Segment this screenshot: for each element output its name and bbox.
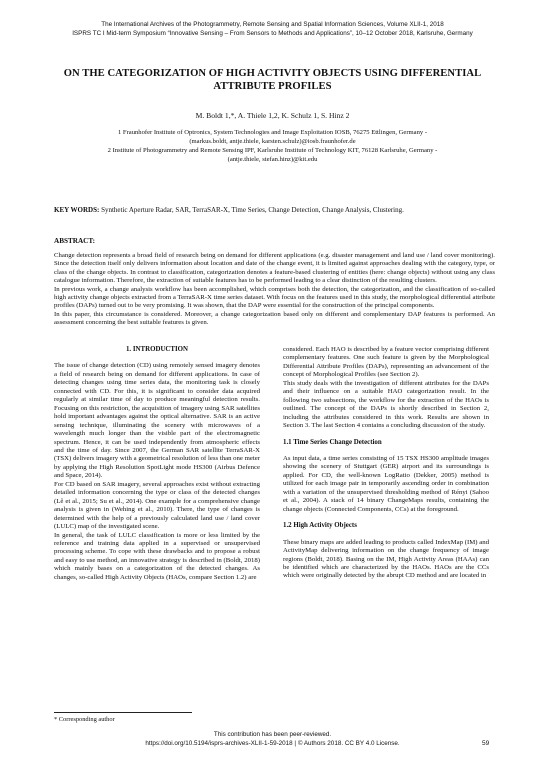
affiliation-1-emails: (markus.boldt, antje.thiele, karsten.schulz)@iosb.fraunhofer.de xyxy=(189,138,356,145)
abstract-body xyxy=(54,252,495,328)
footnote: * Corresponding author xyxy=(54,716,115,723)
affiliations xyxy=(50,128,495,164)
intro-paragraph-5: This study deals with the investigation of different attributes for the DAPs and their influence on a suitable HAO categorization result. In the following two subsections, the workflow for the extraction of the HAOs is outlined. The concept of the DAPs is shortly described in Section 2, including the attributes considered in this work. Results are shown in Section 3. The last Section 4 contains a concluding discussion of the study. xyxy=(283,379,489,430)
intro-paragraph-4: considered. Each HAO is described by a feature vector comprising different complementary features. One such feature is given by the Morphological Differential Attribute Profiles (DAPs), representing an advancement of the concept of Morphological Profiles (see Section 2). xyxy=(283,346,489,379)
left-column xyxy=(54,346,260,582)
running-header-line-2: ISPRS TC I Mid-term Symposium “Innovative Sensing – From Sensors to Methods and Applications”, 10–12 October 2018, Karlsruhe, Germany xyxy=(72,30,473,37)
abstract-paragraph-3: In this paper, this circumstance is considered. Moreover, a change categorization based only on different and complementary DAP features is performed. An assessment concerning the best suitable features is given. xyxy=(54,310,495,327)
intro-paragraph-1: The issue of change detection (CD) using remotely sensed imagery denotes a field of research being on demand for different applications. In case of detecting changes using time series data, the monitoring task is closely connected with CD. For this, it is significant to consider data acquired regularly at similar time of day to produce meaningful detection results. Focusing on this restriction, the acquisition of imagery using SAR satellites hold important advantages against the optical alternative. SAR is an active sensing technique, illuminating the scenery with microwaves of a wavelength much longer than the visible part of the electromagnetic spectrum. Hence, it can be used independently from atmospheric effects and the time of day. Since 2007, the German SAR satellite TerraSAR-X (TSX) delivers imagery with a geometrical resolution of less than one meter by applying the High Resolution SpotLight mode HS300 (Airbus Defence and Space, 2014). xyxy=(54,362,260,480)
section-1-1-heading: 1.1 Time Series Change Detection xyxy=(283,438,382,446)
introduction-heading: 1. INTRODUCTION xyxy=(125,346,189,353)
affiliation-2: 2 Institute of Photogrammetry and Remote Sensing IPF, Karlsruhe Institute of Technology KIT, 76128 Karlsruhe, Germany - xyxy=(107,147,438,154)
intro-paragraph-2: For CD based on SAR imagery, several approaches exist without extracting detailed information concerning the type or class of the detected changes (Lê et al., 2015; Su et al., 2014). One example for a comprehensive change analysis is given in (Wehing et al., 2010). There, the type of changes is determined with the help of a previously calculated land use / land cover (LULC) map of the investigated scene. xyxy=(54,480,260,531)
intro-paragraph-3: In general, the task of LULC classification is more or less limited by the reference and training data applied in a supervised or unsupervised processing scheme. To cope with these drawbacks and to propose a robust and easy to use method, an innovative strategy is described in (Boldt, 2018) which mainly bases on a categorization of the detected changes. As changes, so-called High Activity Objects (HAOs, compare Section 1.2) are xyxy=(54,531,260,581)
affiliation-1: 1 Fraunhofer Institute of Optronics, System Technologies and Image Exploitation IOSB, 76275 Ettlingen, Germany - xyxy=(117,129,428,136)
abstract-heading: ABSTRACT: xyxy=(54,237,96,245)
paper-title: ON THE CATEGORIZATION OF HIGH ACTIVITY OBJECTS USING DIFFERENTIAL ATTRIBUTE PROFILES xyxy=(63,68,482,92)
footer-review-note: This contribution has been peer-reviewed. xyxy=(213,731,332,738)
page-number: 59 xyxy=(482,740,490,747)
abstract-paragraph-1: Change detection represents a broad field of research being on demand for different applications (e.g. disaster management and land use / land cover monitoring). Since the detection itself only delivers information about location and date of the change event, it is limited against approaches dealing with the category, type, or class of the change objects. In contrast to classification, categorization denotes a feature-based clustering of entities (here: change objects) without using any class catalogue information. Therefore, the extraction of suitable features has to be performed leading to a clear distinction of the resulting clusters. xyxy=(54,252,495,285)
section-1-1-paragraph: As input data, a time series consisting of 15 TSX HS300 amplitude images showing the scenery of Stuttgart (GER) airport and its surroundings is applied. For CD, the well-known LogRatio (Dekker, 2005) method is utilized for each image pair in temporarily ascending order in combination with a variation of the unsupervised thresholding method of Rényi (Sahoo et al., 2004). A stack of 14 binary ChangeMaps results, containing the change objects (Connected Components, CCs) at the foreground. xyxy=(283,454,489,513)
keywords xyxy=(54,206,505,214)
keywords-label: KEY WORDS: xyxy=(54,206,100,214)
running-header-line-1: The International Archives of the Photogrammetry, Remote Sensing and Spatial Information Sciences, Volume XLII-1, 2018 xyxy=(101,21,444,28)
footer-doi-link[interactable]: https://doi.org/10.5194/isprs-archives-XLII-1-59-2018 | © Authors 2018. CC BY 4.0 License. xyxy=(145,740,400,747)
affiliation-2-emails: (antje.thiele, stefan.hinz)@kit.edu xyxy=(227,156,318,163)
author-list: M. Boldt 1,*, A. Thiele 1,2, K. Schulz 1, S. Hinz 2 xyxy=(195,111,350,120)
abstract-paragraph-2: In previous work, a change analysis workflow has been accomplished, which comprises both the detection, the categorization, and the classification of so-called high activity change objects extracted from a TerraSAR-X time series dataset. With focus on the features used in this study, the morphological differential attribute profiles (DAPs) turned out to be very promising. It was shown, that the DAP were essential for the construction of the principal components. xyxy=(54,285,495,310)
section-1-2-heading: 1.2 High Activity Objects xyxy=(283,522,357,530)
keywords-text: Synthetic Aperture Radar, SAR, TerraSAR-X, Time Series, Change Detection, Change Analysis, Clustering. xyxy=(99,206,404,214)
section-1-2-paragraph: These binary maps are added leading to products called IndexMap (IM) and ActivityMap delivering information on the change frequency of image regions (Boldt, 2018). Basing on the IM, High Activity Areas (HAAs) can be identified which are characterized by the HAOs. HAOs are the CCs which were originally detected by the abrupt CD method and are located in xyxy=(283,538,489,580)
footnote-divider xyxy=(54,712,192,713)
right-column xyxy=(283,346,489,581)
